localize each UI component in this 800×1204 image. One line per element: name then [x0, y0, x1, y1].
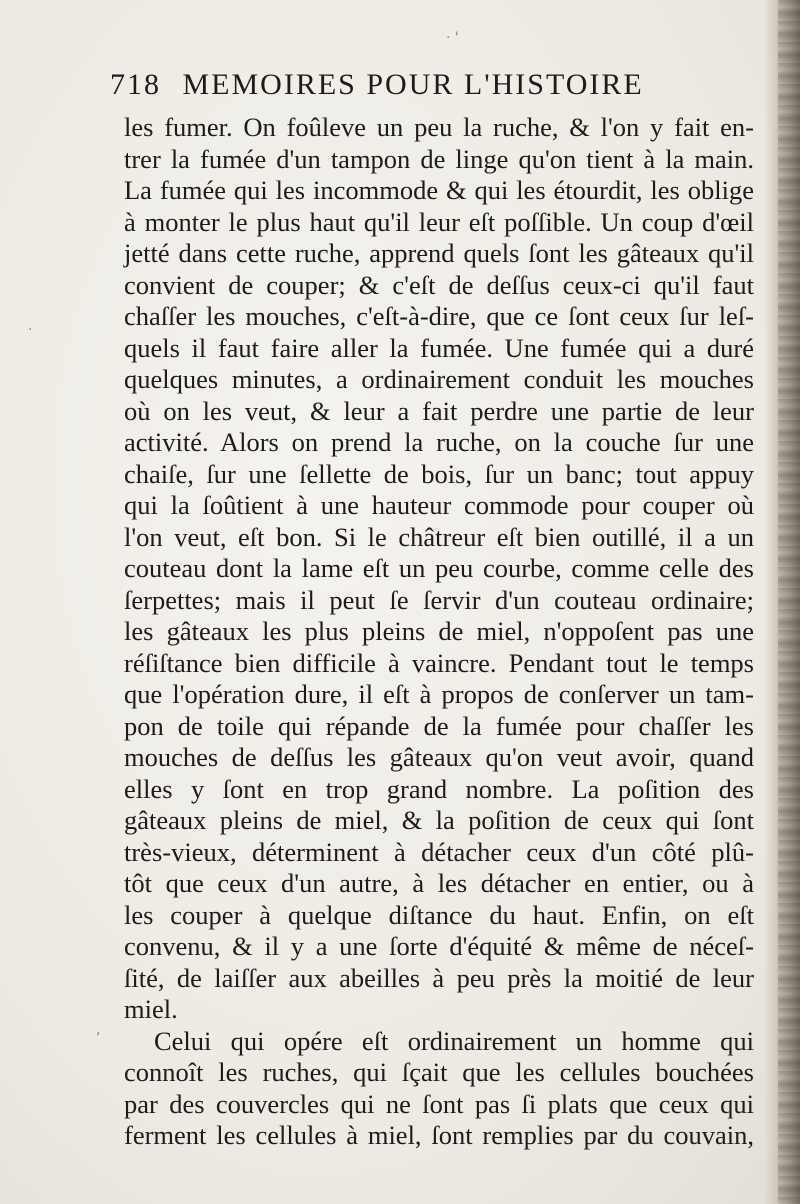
ink-speck: · ' — [446, 30, 459, 46]
running-title: MEMOIRES POUR L'HISTOIRE — [182, 68, 644, 101]
text-line: chaiſe, ſur une ſellette de bois, ſur un banc; tout appuy — [124, 458, 754, 489]
text-line: miel. — [124, 994, 178, 1024]
text-line: qui la ſoûtient à une hauteur commode pour couper où — [124, 490, 754, 520]
text-line: très-vieux, déterminent à détacher ceux d'un côté plû- — [124, 836, 754, 867]
text-line: convenu, & il y a une ſorte d'équité & même de néceſ- — [124, 931, 754, 961]
text-line: où on les veut, & leur a fait perdre une partie de leur — [124, 395, 754, 426]
text-line: quelques minutes, a ordinairement conduit les mouches — [124, 364, 754, 394]
text-line: quels il faut faire aller la fumée. Une fumée qui a duré — [124, 332, 754, 363]
text-line: que l'opération dure, il eſt à propos de conſerver un tam- — [124, 679, 754, 709]
text-line: trer la fumée d'un tampon de linge qu'on tient à la main. — [124, 143, 754, 174]
text-line: activité. Alors on prend la ruche, on la couche ſur une — [124, 427, 754, 457]
text-line: ferment les cellules à miel, ſont remplies par du couvain, — [124, 1120, 754, 1150]
text-line: gâteaux pleins de miel, & la poſition de ceux qui ſont — [124, 805, 754, 835]
text-line: convient de couper; & c'eſt de deſſus ceux-ci qu'il faut — [124, 269, 754, 300]
text-line: ſité, de laiſſer aux abeilles à peu près la moitié de leur — [124, 962, 754, 993]
ink-speck: , — [96, 1022, 101, 1038]
text-line: les gâteaux les plus pleins de miel, n'oppoſent pas une — [124, 616, 754, 646]
text-line: Celui qui opére eſt ordinairement un homme qui — [154, 1025, 754, 1056]
text-line: La fumée qui les incommode & qui les étourdit, les oblige — [124, 175, 754, 205]
text-line: ſerpettes; mais il peut ſe ſervir d'un couteau ordinaire; — [124, 584, 754, 615]
running-header — [110, 68, 770, 108]
ink-speck: · — [28, 322, 33, 338]
page-edge-shadow — [764, 0, 800, 1204]
text-line: connoît les ruches, qui ſçait que les cellules bouchées — [124, 1057, 754, 1087]
text-line: elles y ſont en trop grand nombre. La poſition des — [124, 773, 754, 804]
text-line: les fumer. On foûleve un peu la ruche, & l'on y fait en- — [124, 112, 754, 142]
text-line: tôt que ceux d'un autre, à les détacher en entier, ou à — [124, 868, 754, 898]
text-line: par des couvercles qui ne ſont pas ſi plats que ceux qui — [124, 1088, 754, 1119]
text-line: réſiſtance bien difficile à vaincre. Pendant tout le temps — [124, 647, 754, 678]
text-line: à monter le plus haut qu'il leur eſt poſſible. Un coup d'œil — [124, 206, 754, 237]
text-line: couteau dont la lame eſt un peu courbe, comme celle des — [124, 553, 754, 583]
text-line: pon de toile qui répande de la fumée pour chaſſer les — [124, 710, 754, 741]
text-line: chaſſer les mouches, c'eſt-à-dire, que ce ſont ceux ſur leſ- — [124, 301, 754, 331]
text-line: les couper à quelque diſtance du haut. Enfin, on eſt — [124, 899, 754, 930]
text-line: l'on veut, eſt bon. Si le châtreur eſt bien outillé, il a un — [124, 521, 754, 552]
text-line: mouches de deſſus les gâteaux qu'on veut avoir, quand — [124, 742, 754, 772]
page-number: 718 — [110, 68, 161, 101]
body-text — [124, 112, 754, 1152]
text-line: jetté dans cette ruche, apprend quels ſont les gâteaux qu'il — [124, 238, 754, 268]
